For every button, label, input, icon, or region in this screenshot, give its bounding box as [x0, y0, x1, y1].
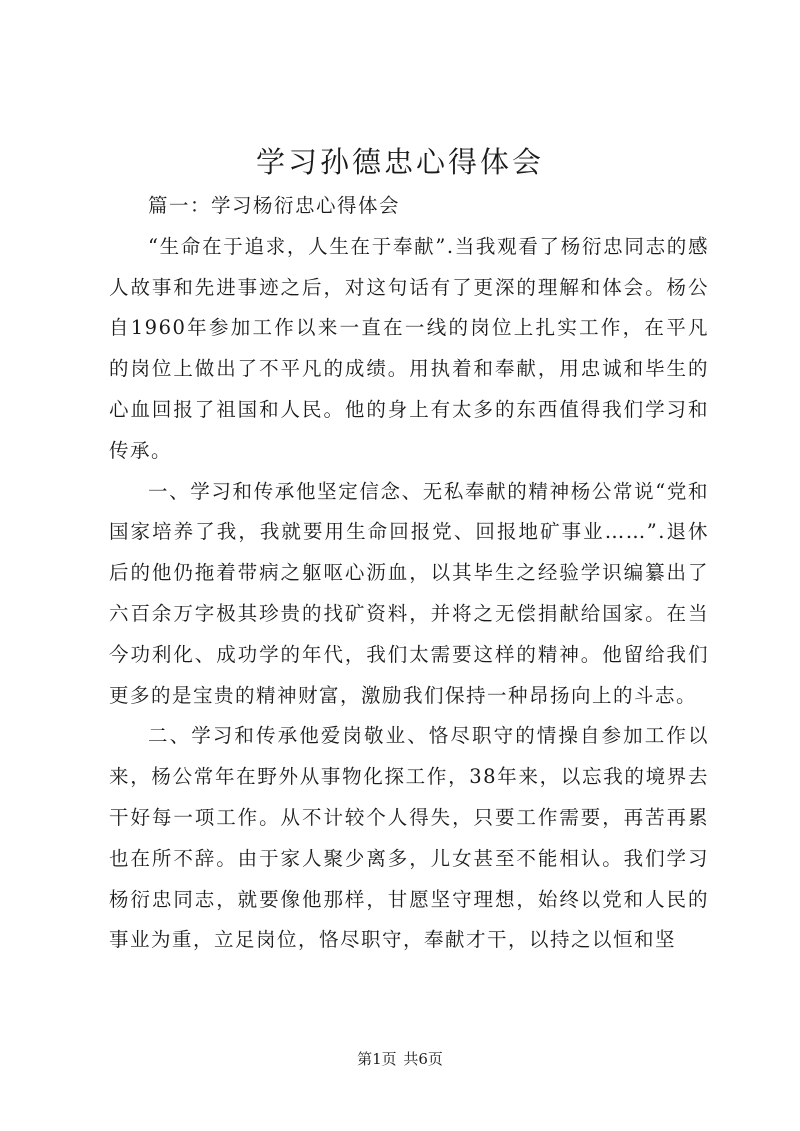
page-footer [0, 1049, 800, 1069]
body-paragraph: 一、学习和传承他坚定信念、无私奉献的精神杨公常说“党和国家培养了我，我就要用生命回报党、回报地矿事业……”.退休后的他仍拖着带病之躯呕心沥血，以其毕生之经验学识编纂出了六百余万字极其珍贵的找矿资料，并将之无偿捐献给国家。在当今功利化、成功学的年代，我们太需要这样的精神。他留给我们更多的是宝贵的精神财富，激励我们保持一种昂扬向上的斗志。 [109, 479, 709, 707]
body-paragraph: 二、学习和传承他爱岗敬业、恪尽职守的情操自参加工作以来，杨公常年在野外从事物化探工作，38年来，以忘我的境界去干好每一项工作。从不计较个人得失，只要工作需要，再苦再累也在所不辞。由于家人聚少离多，儿女甚至不能相认。我们学习杨衍忠同志，就要像他那样，甘愿坚守理想，始终以党和人民的事业为重，立足岗位，恪尽职守，奉献才干，以持之以恒和坚 [109, 724, 709, 952]
page-total: 共6页 [403, 1050, 443, 1068]
document-body [109, 186, 709, 961]
page-number: 第1页 [357, 1050, 397, 1068]
section-heading: 篇一：学习杨衍忠心得体会 [148, 194, 401, 217]
body-paragraph: “生命在于追求，人生在于奉献”.当我观看了杨衍忠同志的感人故事和先进事迹之后，对这句话有了更深的理解和体会。杨公自1960年参加工作以来一直在一线的岗位上扎实工作，在平凡的岗位上做出了不平凡的成绩。用执着和奉献，用忠诚和毕生的心血回报了祖国和人民。他的身上有太多的东西值得我们学习和传承。 [109, 234, 709, 462]
document-title: 学习孙德忠心得体会 [255, 145, 544, 179]
